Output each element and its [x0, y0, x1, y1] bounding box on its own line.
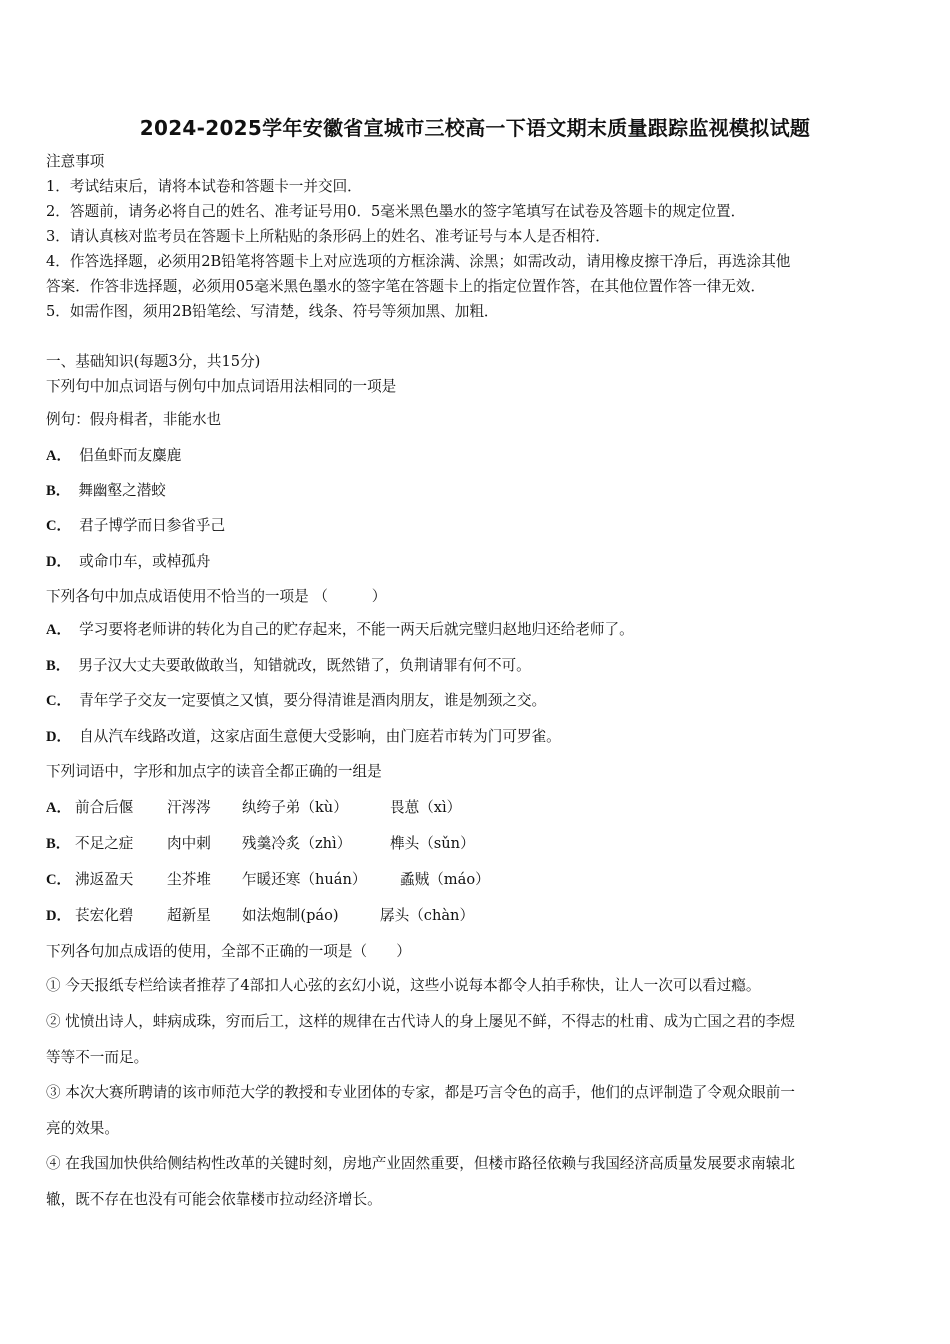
option-label: A． [46, 622, 72, 638]
notice-item: 4．作答选择题，必须用2B铅笔将答题卡上对应选项的方框涂满、涂黑；如需改动，请用橡皮擦干净后，再选涂其他 [46, 253, 791, 270]
q4-line: ④ 在我国加快供给侧结构性改革的关键时刻，房地产业固然重要，但楼市路径依赖与我国经济高质量发展要求南辕北 [46, 1155, 795, 1172]
q1-option-c [46, 516, 908, 536]
option-text: 舞幽壑之潜蛟 [78, 482, 166, 499]
word-cell: 沸返盈天 [75, 871, 134, 888]
option-text: 侣鱼虾而友麋鹿 [79, 447, 182, 464]
word-cell: 前合后偃 [75, 799, 134, 816]
option-label: D． [46, 554, 72, 570]
option-label: B． [46, 483, 71, 499]
q1-example: 例句：假舟楫者，非能水也 [46, 411, 222, 428]
q4-line: ③ 本次大赛所聘请的该市师范大学的教授和专业团体的专家，都是巧言令色的高手，他们的点评制造了令观众眼前一 [46, 1084, 795, 1101]
word-cell: 残羹冷炙（zhì） [242, 835, 352, 852]
option-text: 自从汽车线路改道，这家店面生意便大受影响，由门庭若市转为门可罗雀。 [79, 728, 561, 745]
word-cell: 不足之症 [75, 835, 134, 852]
notice-heading: 注意事项 [46, 153, 105, 170]
word-cell: 苌宏化碧 [75, 907, 134, 924]
word-cell: 超新星 [167, 907, 211, 924]
q3-stem: 下列词语中，字形和加点字的读音全都正确的一组是 [46, 763, 382, 780]
q2-option-c [46, 691, 908, 711]
word-cell: 乍暖还寒（huán） [242, 871, 367, 888]
option-label: D． [46, 729, 72, 745]
word-cell: 畏葸（xì） [390, 799, 462, 816]
word-cell: 尘芥堆 [167, 871, 211, 888]
option-text: 男子汉大丈夫要敢做敢当，知错就改，既然错了，负荆请罪有何不可。 [78, 657, 531, 674]
option-text: 君子博学而日参省乎己 [79, 517, 226, 534]
q3-option-d [46, 906, 908, 926]
q3-option-b [46, 834, 908, 854]
option-label: A． [46, 800, 72, 816]
word-cell: 汗涔涔 [167, 799, 211, 816]
notice-item: 2．答题前，请务必将自己的姓名、准考证号用0．5毫米黑色墨水的签字笔填写在试卷及答题卡的规定位置． [46, 203, 746, 220]
notice-item: 1．考试结束后，请将本试卷和答题卡一并交回． [46, 178, 362, 195]
q4-stem: 下列各句加点成语的使用，全部不正确的一项是（ ） [46, 943, 411, 960]
option-label: B． [46, 658, 71, 674]
notice-item: 答案．作答非选择题，必须用05毫米黑色墨水的签字笔在答题卡上的指定位置作答，在其他位置作答一律无效． [46, 278, 766, 295]
word-cell: 蟊贼（máo） [400, 871, 490, 888]
q4-line: ① 今天报纸专栏给读者推荐了4部扣人心弦的玄幻小说，这些小说每本都令人拍手称快，让人一次可以看过瘾。 [46, 977, 761, 994]
notice-item: 3．请认真核对监考员在答题卡上所粘贴的条形码上的姓名、准考证号与本人是否相符． [46, 228, 610, 245]
option-label: C． [46, 518, 72, 534]
notice-item: 5．如需作图，须用2B铅笔绘、写清楚，线条、符号等须加黑、加粗． [46, 303, 499, 320]
option-text: 青年学子交友一定要慎之又慎，要分得清谁是酒肉朋友，谁是刎颈之交。 [79, 692, 547, 709]
q1-option-b [46, 481, 908, 501]
option-label: A． [46, 448, 72, 464]
section-heading: 一、基础知识(每题3分，共15分) [46, 353, 261, 370]
q1-stem: 下列句中加点词语与例句中加点词语用法相同的一项是 [46, 378, 397, 395]
word-cell: 榫头（sǔn） [390, 835, 475, 852]
q4-line: 等等不一而足。 [46, 1049, 149, 1066]
word-cell: 肉中刺 [167, 835, 211, 852]
option-text: 或命巾车，或棹孤舟 [79, 553, 211, 570]
q1-option-a [46, 446, 908, 466]
option-label: D． [46, 908, 72, 924]
q4-line: 亮的效果。 [46, 1120, 119, 1137]
q3-option-c [46, 870, 908, 890]
word-cell: 纨绔子弟（kù） [242, 799, 348, 816]
option-text: 学习要将老师讲的转化为自己的贮存起来，不能一两天后就完璧归赵地归还给老师了。 [79, 621, 634, 638]
exam-title: 2024-2025学年安徽省宣城市三校高一下语文期末质量跟踪监视模拟试题 [139, 116, 811, 140]
word-cell: 如法炮制(páo) [242, 907, 339, 924]
option-label: C． [46, 693, 72, 709]
q4-line: 辙，既不存在也没有可能会依靠楼市拉动经济增长。 [46, 1191, 382, 1208]
q2-stem: 下列各句中加点成语使用不恰当的一项是 （ ） [46, 588, 387, 605]
option-label: C． [46, 872, 72, 888]
q3-option-a [46, 798, 908, 818]
q2-option-b [46, 656, 908, 676]
q4-line: ② 忧愤出诗人，蚌病成珠，穷而后工，这样的规律在古代诗人的身上屡见不鲜，不得志的杜甫、成为亡国之君的李煜 [46, 1013, 795, 1030]
word-cell: 孱头（chàn） [380, 907, 475, 924]
q2-option-d [46, 727, 908, 747]
q2-option-a [46, 620, 908, 640]
q1-option-d [46, 552, 908, 572]
option-label: B． [46, 836, 71, 852]
